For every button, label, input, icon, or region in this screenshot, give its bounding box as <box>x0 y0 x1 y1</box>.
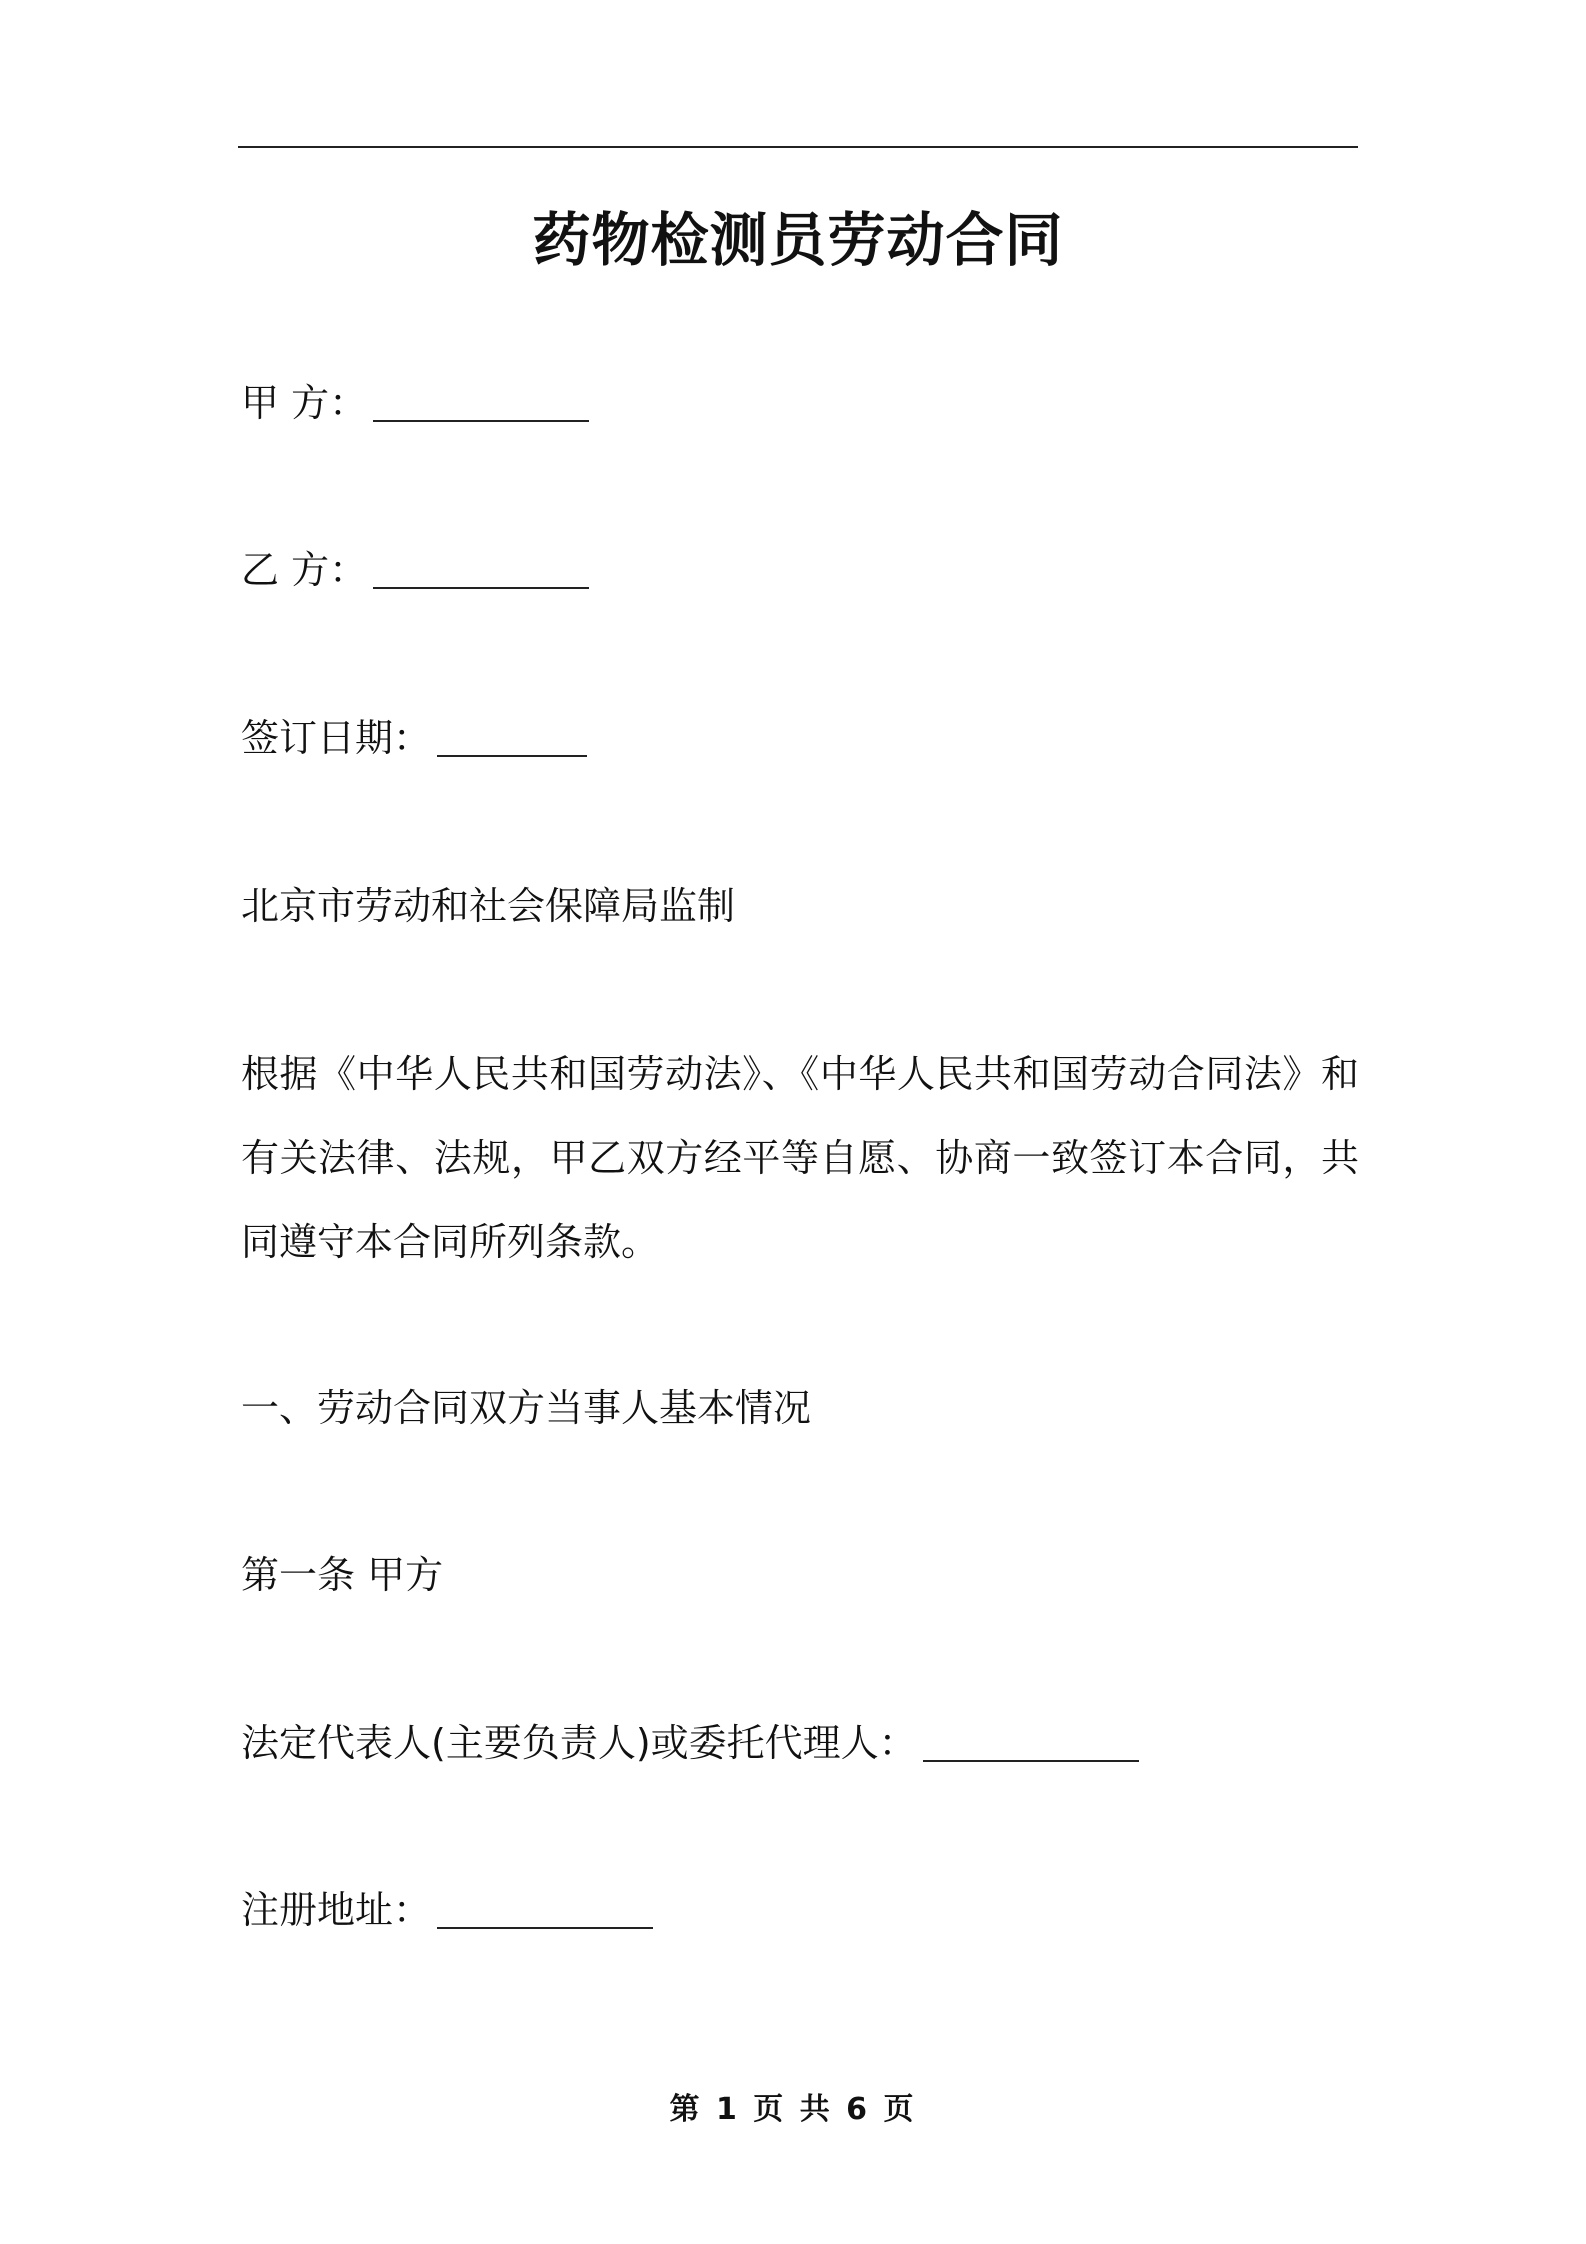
party-a-blank[interactable] <box>373 380 589 422</box>
party-b-blank[interactable] <box>373 547 589 589</box>
party-a-line <box>241 377 589 429</box>
party-b-line <box>241 544 589 596</box>
reg-address-line <box>241 1884 653 1936</box>
section-1-heading: 一、劳动合同双方当事人基本情况 <box>241 1386 812 1430</box>
sign-date-line <box>241 712 587 764</box>
article-1-heading: 第一条 甲方 <box>241 1553 444 1597</box>
supervisor-line: 北京市劳动和社会保障局监制 <box>241 884 736 928</box>
page-indicator: 第 1 页 共 6 页 <box>669 2092 917 2127</box>
preamble-paragraph: 根据《中华人民共和国劳动法》、《中华人民共和国劳动合同法》和有关法律、法规，甲乙双方经平等自愿、协商一致签订本合同，共同遵守本合同所列条款。 <box>241 1052 1359 1264</box>
legal-rep-label: 法定代表人(主要负责人)或委托代理人： <box>241 1721 917 1765</box>
reg-address-blank[interactable] <box>437 1887 653 1929</box>
party-a-label: 甲 方： <box>241 381 368 425</box>
legal-rep-line <box>241 1717 1139 1769</box>
sign-date-blank[interactable] <box>437 715 587 757</box>
sign-date-label: 签订日期： <box>241 716 432 760</box>
document-title: 药物检测员劳动合同 <box>532 206 1064 274</box>
header-rule <box>238 146 1358 148</box>
reg-address-label: 注册地址： <box>241 1888 432 1932</box>
party-b-label: 乙 方： <box>241 548 368 592</box>
legal-rep-blank[interactable] <box>923 1720 1139 1762</box>
